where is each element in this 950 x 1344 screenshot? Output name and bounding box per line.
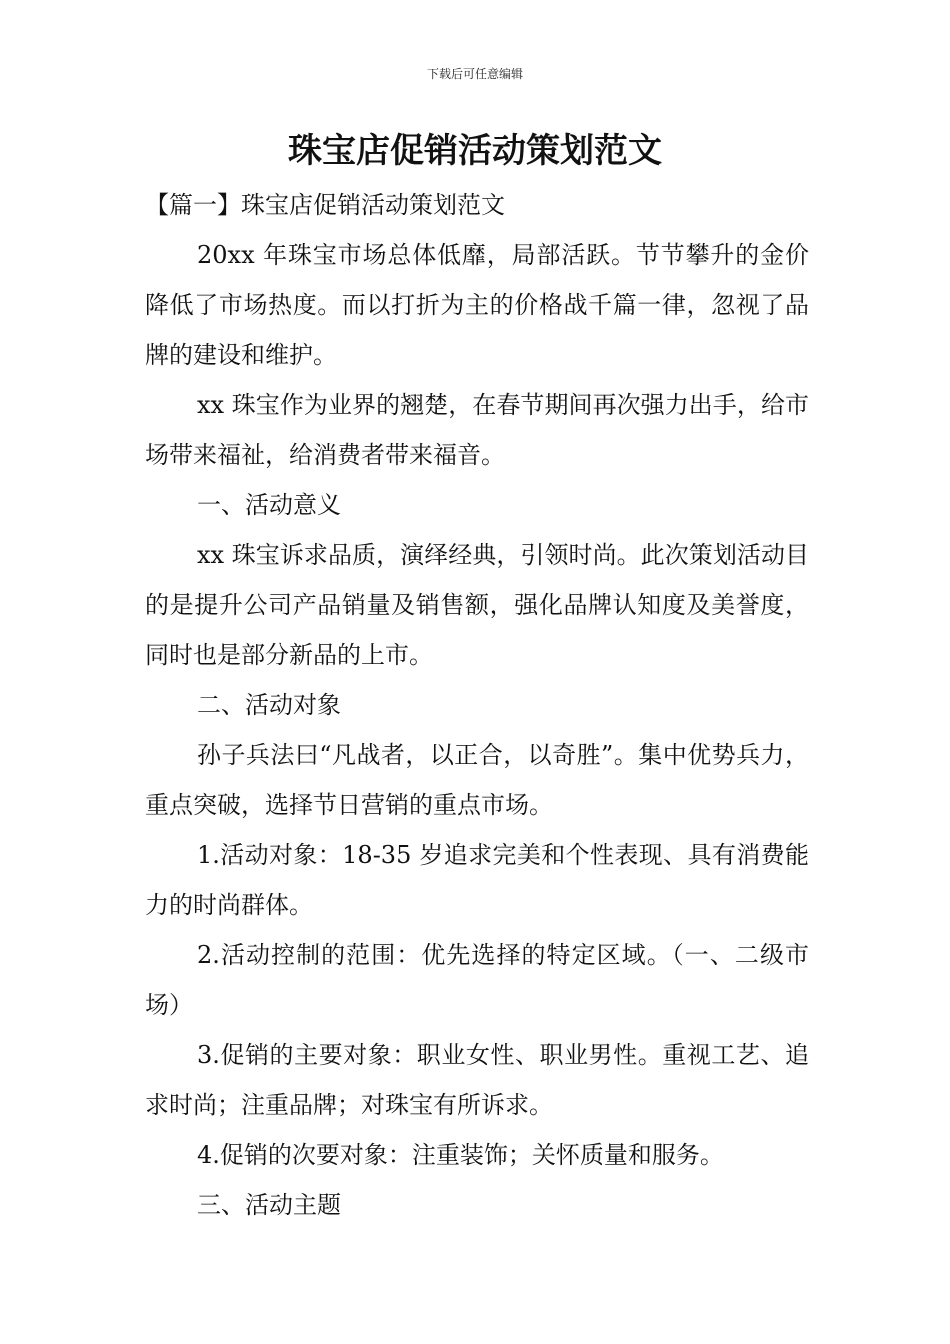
paragraph-intro-market: 20xx 年珠宝市场总体低靡，局部活跃。节节攀升的金价降低了市场热度。而以打折为主的价格战千篇一律，忽视了品牌的建设和维护。 <box>145 241 809 369</box>
heading-activity-significance: 一、活动意义 <box>197 491 341 519</box>
list-item-target-2: 2.活动控制的范围：优先选择的特定区域。（一、二级市场） <box>145 941 809 1019</box>
paragraph-activity-significance: xx 珠宝诉求品质，演绎经典，引领时尚。此次策划活动目的是提升公司产品销量及销售额，强化品牌认知度及美誉度，同时也是部分新品的上市。 <box>145 541 809 669</box>
header-note: 下载后可任意编辑 <box>426 67 523 81</box>
section-heading-part-one: 【篇一】珠宝店促销活动策划范文 <box>145 191 505 219</box>
list-item-target-1: 1.活动对象：18-35 岁追求完美和个性表现、具有消费能力的时尚群体。 <box>145 841 809 919</box>
document-body <box>145 180 809 1230</box>
list-item-target-3: 3.促销的主要对象：职业女性、职业男性。重视工艺、追求时尚；注重品牌；对珠宝有所诉求。 <box>145 1041 809 1119</box>
list-item-target-4: 4.促销的次要对象：注重装饰；关怀质量和服务。 <box>197 1141 724 1169</box>
document-title: 珠宝店促销活动策划范文 <box>288 131 662 171</box>
paragraph-activity-target: 孙子兵法曰“凡战者，以正合，以奇胜”。集中优势兵力，重点突破，选择节日营销的重点市场。 <box>145 741 809 819</box>
paragraph-intro-brand: xx 珠宝作为业界的翘楚，在春节期间再次强力出手，给市场带来福祉，给消费者带来福音。 <box>145 391 809 469</box>
heading-activity-theme: 三、活动主题 <box>197 1191 341 1219</box>
heading-activity-target: 二、活动对象 <box>197 691 341 719</box>
